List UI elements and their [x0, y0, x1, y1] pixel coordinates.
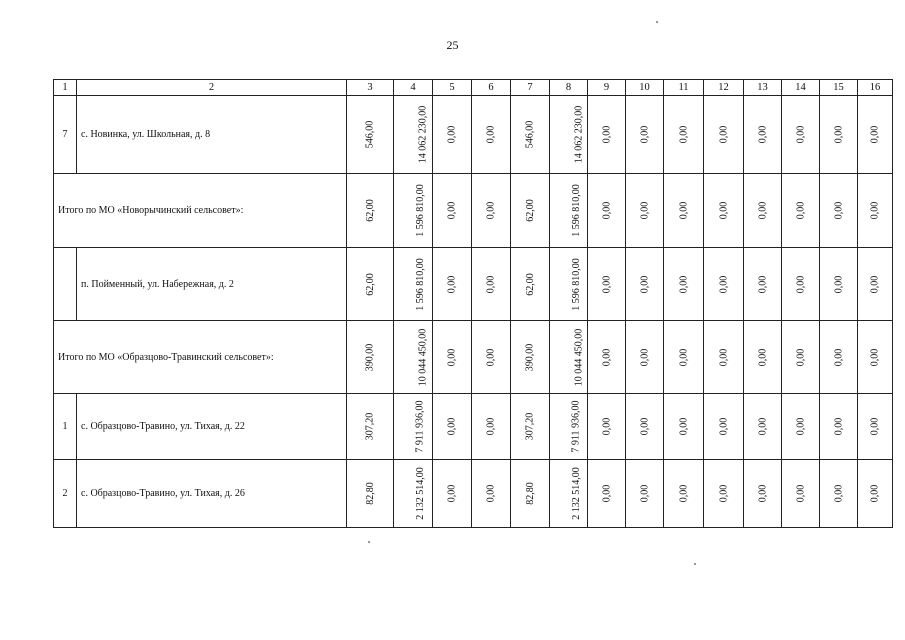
cell-value: 0,00 [833, 348, 844, 366]
value-cell [588, 394, 626, 460]
value-cell [664, 394, 704, 460]
cell-value: 10 044 450,00 [573, 328, 585, 386]
header-cell: 4 [394, 80, 433, 96]
cell-value: 62,00 [364, 199, 376, 222]
header-cell: 2 [77, 80, 347, 96]
value-cell [394, 321, 433, 394]
cell-value: 0,00 [795, 417, 806, 436]
header-cell: 15 [820, 80, 858, 96]
data-table [53, 79, 893, 528]
value-cell [858, 248, 893, 321]
cell-value: 0,00 [869, 484, 881, 503]
header-cell: 16 [858, 80, 893, 96]
value-cell [664, 460, 704, 528]
value-cell [744, 96, 782, 174]
cell-value: 0,00 [639, 348, 650, 366]
value-cell [433, 96, 472, 174]
header-cell: 10 [626, 80, 664, 96]
value-cell [588, 321, 626, 394]
cell-value: 14 062 230,00 [417, 105, 429, 164]
header-cell: 11 [664, 80, 704, 96]
value-cell [511, 321, 550, 394]
cell-value: 0,00 [757, 484, 768, 503]
value-cell [820, 96, 858, 174]
value-cell [472, 394, 511, 460]
cell-value: 0,00 [757, 125, 768, 144]
value-cell [550, 96, 588, 174]
value-cell [858, 174, 893, 248]
cell-value: 307,20 [524, 412, 536, 441]
value-cell [782, 321, 820, 394]
cell-value: 0,00 [601, 125, 612, 144]
value-cell [704, 248, 744, 321]
cell-value: 0,00 [718, 417, 729, 436]
cell-value: 0,00 [757, 417, 768, 436]
value-cell [626, 248, 664, 321]
table-row [54, 248, 893, 321]
value-cell [511, 96, 550, 174]
scan-speck [694, 563, 696, 565]
row-number: 2 [54, 460, 77, 528]
value-cell [626, 174, 664, 248]
value-cell [704, 394, 744, 460]
scan-speck [656, 21, 658, 23]
value-cell [511, 248, 550, 321]
value-cell [858, 96, 893, 174]
header-row [54, 80, 893, 96]
cell-value: 62,00 [364, 272, 376, 296]
cell-value: 1 596 810,00 [570, 257, 582, 311]
cell-value: 0,00 [446, 125, 458, 144]
row-label: с. Образцово-Травино, ул. Тихая, д. 22 [77, 394, 347, 460]
cell-value: 0,00 [869, 275, 881, 293]
cell-value: 82,80 [524, 482, 536, 505]
header-cell: 8 [550, 80, 588, 96]
cell-value: 0,00 [601, 484, 612, 503]
cell-value: 2 132 514,00 [414, 467, 426, 520]
cell-value: 0,00 [678, 125, 689, 144]
value-cell [550, 321, 588, 394]
value-cell [664, 174, 704, 248]
value-cell [347, 394, 394, 460]
value-cell [347, 174, 394, 248]
cell-value: 0,00 [795, 348, 806, 366]
cell-value: 546,00 [364, 120, 376, 149]
value-cell [820, 248, 858, 321]
value-cell [550, 248, 588, 321]
cell-value: 0,00 [757, 275, 768, 293]
header-cell: 1 [54, 80, 77, 96]
header-cell: 12 [704, 80, 744, 96]
value-cell [858, 321, 893, 394]
value-cell [782, 248, 820, 321]
value-cell [704, 174, 744, 248]
value-cell [588, 460, 626, 528]
value-cell [782, 96, 820, 174]
value-cell [704, 460, 744, 528]
value-cell [704, 96, 744, 174]
cell-value: 0,00 [601, 201, 612, 220]
header-cell: 14 [782, 80, 820, 96]
cell-value: 0,00 [869, 417, 881, 436]
cell-value: 0,00 [485, 417, 497, 436]
value-cell [433, 248, 472, 321]
cell-value: 390,00 [524, 343, 536, 371]
cell-value: 0,00 [869, 125, 881, 144]
cell-value: 307,20 [364, 412, 376, 441]
value-cell [472, 460, 511, 528]
header-cell: 6 [472, 80, 511, 96]
value-cell [744, 460, 782, 528]
value-cell [704, 321, 744, 394]
cell-value: 390,00 [364, 343, 376, 371]
value-cell [820, 321, 858, 394]
value-cell [347, 248, 394, 321]
scan-speck [368, 541, 370, 543]
cell-value: 62,00 [524, 272, 536, 296]
value-cell [472, 96, 511, 174]
cell-value: 0,00 [795, 275, 806, 293]
value-cell [347, 321, 394, 394]
cell-value: 0,00 [833, 275, 844, 293]
cell-value: 0,00 [757, 348, 768, 366]
cell-value: 0,00 [601, 275, 612, 293]
value-cell [550, 394, 588, 460]
value-cell [511, 394, 550, 460]
value-cell [664, 96, 704, 174]
value-cell [782, 174, 820, 248]
cell-value: 62,00 [524, 199, 536, 222]
header-cell: 7 [511, 80, 550, 96]
cell-value: 10 044 450,00 [417, 328, 429, 386]
cell-value: 0,00 [485, 125, 497, 144]
cell-value: 0,00 [718, 348, 729, 366]
cell-value: 0,00 [639, 201, 650, 220]
value-cell [782, 394, 820, 460]
value-cell [433, 394, 472, 460]
value-cell [550, 460, 588, 528]
cell-value: 0,00 [639, 417, 650, 436]
cell-value: 0,00 [869, 348, 881, 366]
cell-value: 0,00 [601, 417, 612, 436]
table-row [54, 96, 893, 174]
cell-value: 1 596 810,00 [570, 184, 582, 237]
value-cell [347, 460, 394, 528]
cell-value: 0,00 [485, 275, 497, 293]
header-cell: 13 [744, 80, 782, 96]
cell-value: 7 911 936,00 [414, 400, 426, 453]
value-cell [433, 174, 472, 248]
value-cell [394, 394, 433, 460]
cell-value: 0,00 [718, 484, 729, 503]
cell-value: 0,00 [795, 125, 806, 144]
value-cell [394, 96, 433, 174]
value-cell [588, 174, 626, 248]
value-cell [550, 174, 588, 248]
cell-value: 2 132 514,00 [570, 467, 582, 520]
value-cell [588, 248, 626, 321]
cell-value: 0,00 [601, 348, 612, 366]
cell-value: 546,00 [524, 120, 536, 149]
value-cell [626, 394, 664, 460]
value-cell [664, 248, 704, 321]
cell-value: 0,00 [833, 125, 844, 144]
cell-value: 0,00 [678, 201, 689, 220]
cell-value: 0,00 [446, 275, 458, 293]
value-cell [472, 248, 511, 321]
page-number: 25 [446, 38, 459, 52]
header-cell: 5 [433, 80, 472, 96]
table-row [54, 394, 893, 460]
value-cell [511, 174, 550, 248]
cell-value: 0,00 [833, 201, 844, 220]
value-cell [664, 321, 704, 394]
cell-value: 0,00 [795, 484, 806, 503]
cell-value: 0,00 [485, 484, 497, 503]
value-cell [782, 460, 820, 528]
cell-value: 0,00 [833, 484, 844, 503]
cell-value: 0,00 [485, 201, 497, 220]
value-cell [472, 321, 511, 394]
value-cell [394, 460, 433, 528]
cell-value: 14 062 230,00 [573, 105, 585, 164]
header-cell: 3 [347, 80, 394, 96]
value-cell [394, 248, 433, 321]
cell-value: 0,00 [446, 417, 458, 436]
value-cell [744, 321, 782, 394]
cell-value: 0,00 [678, 348, 689, 366]
row-label: п. Пойменный, ул. Набережная, д. 2 [77, 248, 347, 321]
table-row [54, 321, 893, 394]
value-cell [588, 96, 626, 174]
row-label: Итого по МО «Новорычинский сельсовет»: [54, 174, 347, 248]
row-number [54, 248, 77, 321]
cell-value: 1 596 810,00 [414, 184, 426, 237]
value-cell [433, 321, 472, 394]
value-cell [347, 96, 394, 174]
value-cell [626, 460, 664, 528]
cell-value: 0,00 [869, 201, 881, 220]
value-cell [626, 96, 664, 174]
cell-value: 0,00 [678, 484, 689, 503]
cell-value: 0,00 [485, 348, 497, 366]
cell-value: 0,00 [678, 275, 689, 293]
cell-value: 1 596 810,00 [414, 257, 426, 311]
cell-value: 0,00 [678, 417, 689, 436]
cell-value: 0,00 [446, 201, 458, 220]
value-cell [394, 174, 433, 248]
value-cell [744, 394, 782, 460]
value-cell [820, 174, 858, 248]
value-cell [472, 174, 511, 248]
value-cell [858, 394, 893, 460]
value-cell [511, 460, 550, 528]
cell-value: 0,00 [446, 348, 458, 366]
value-cell [433, 460, 472, 528]
cell-value: 0,00 [718, 125, 729, 144]
cell-value: 0,00 [757, 201, 768, 220]
row-number: 1 [54, 394, 77, 460]
cell-value: 7 911 936,00 [570, 400, 582, 453]
cell-value: 0,00 [446, 484, 458, 503]
table-row [54, 174, 893, 248]
cell-value: 0,00 [718, 275, 729, 293]
cell-value: 0,00 [718, 201, 729, 220]
cell-value: 0,00 [833, 417, 844, 436]
cell-value: 82,80 [364, 482, 376, 505]
value-cell [820, 394, 858, 460]
value-cell [744, 248, 782, 321]
value-cell [626, 321, 664, 394]
value-cell [858, 460, 893, 528]
value-cell [820, 460, 858, 528]
header-cell: 9 [588, 80, 626, 96]
cell-value: 0,00 [795, 201, 806, 220]
table-row [54, 460, 893, 528]
row-number: 7 [54, 96, 77, 174]
cell-value: 0,00 [639, 125, 650, 144]
cell-value: 0,00 [639, 484, 650, 503]
row-label: с. Образцово-Травино, ул. Тихая, д. 26 [77, 460, 347, 528]
value-cell [744, 174, 782, 248]
row-label: Итого по МО «Образцово-Травинский сельсовет»: [54, 321, 347, 394]
row-label: с. Новинка, ул. Школьная, д. 8 [77, 96, 347, 174]
cell-value: 0,00 [639, 275, 650, 293]
